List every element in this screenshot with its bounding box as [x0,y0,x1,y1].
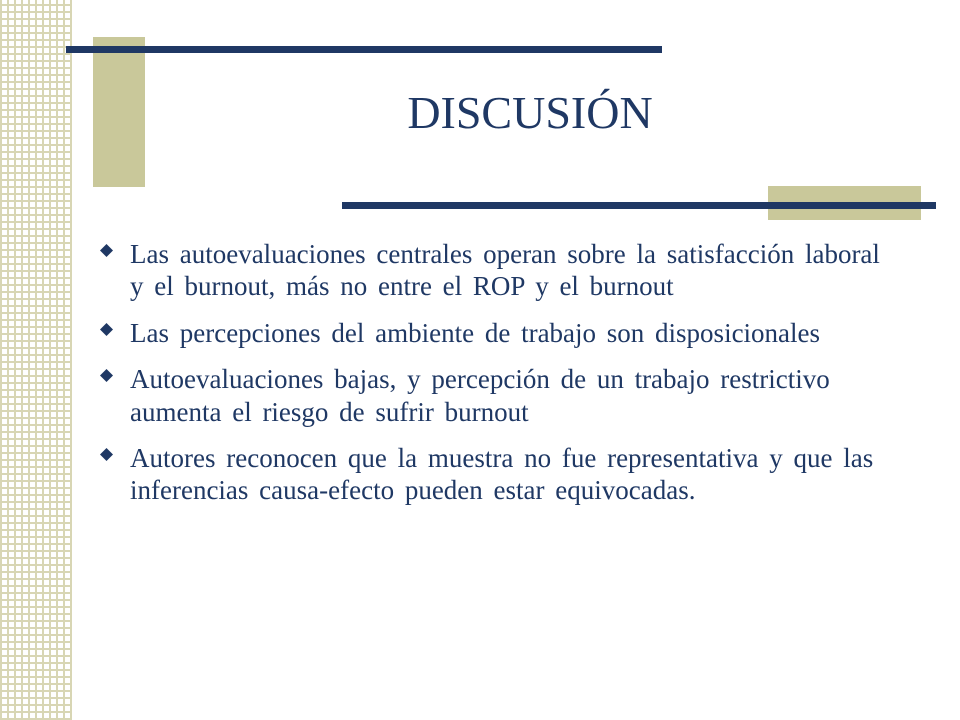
slide-title: DISCUSIÓN [407,87,653,138]
bullet-list [96,238,896,521]
diamond-bullet-icon [100,448,113,461]
navy-line-decoration-top [66,46,662,53]
bullet-text: Autores reconocen que la muestra no fue representativa y que las inferencias causa-efecto pueden estar equivocadas. [130,442,874,506]
bullet-item [96,442,896,507]
tan-block-decoration-left [93,37,145,187]
diamond-bullet-icon [100,323,113,336]
bullet-text: Las percepciones del ambiente de trabajo son disposicionales [130,317,821,348]
bullet-text: Las autoevaluaciones centrales operan sobre la satisfacción laboral y el burnout, más no entre el ROP y el burnout [130,239,880,302]
bullet-item [96,363,896,428]
bullet-item [96,317,896,349]
bullet-item [96,238,896,303]
bullet-text: Autoevaluaciones bajas, y percepción de un trabajo restrictivo aumenta el riesgo de sufrir burnout [130,364,830,427]
diamond-bullet-icon [100,244,113,257]
diamond-bullet-icon [100,369,113,382]
left-pattern-decoration [0,0,72,720]
navy-line-decoration-bottom [342,202,936,209]
